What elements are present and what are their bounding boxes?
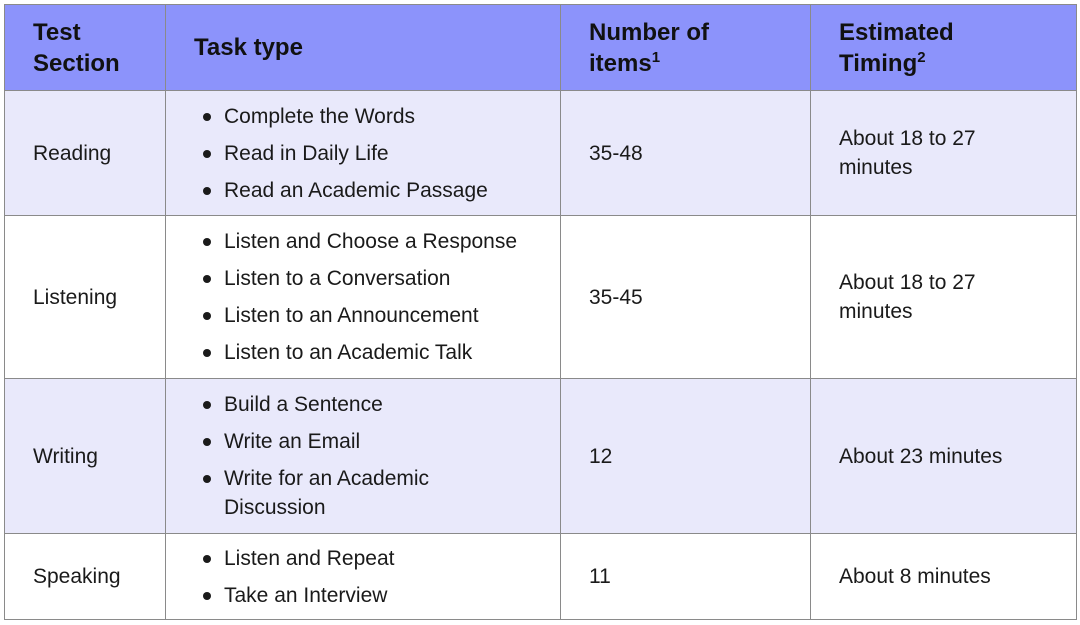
header-number-of-items-label: Number of items: [589, 18, 709, 77]
header-test-section-label: Test Section: [33, 18, 120, 77]
cell-tasks: [166, 534, 561, 620]
task-item: Listen to an Announcement: [194, 301, 550, 330]
task-list: [194, 390, 464, 522]
task-item: Write for an Academic Discussion: [194, 464, 464, 522]
header-task-type: [166, 5, 561, 91]
footnote-marker-2: 2: [917, 48, 926, 66]
cell-items: 35-48: [561, 91, 811, 216]
task-item: Complete the Words: [194, 102, 550, 131]
cell-timing: [811, 379, 1077, 534]
task-item: Build a Sentence: [194, 390, 464, 419]
task-item: Listen and Choose a Response: [194, 227, 550, 256]
table-row-speaking: [5, 534, 1077, 620]
task-item: Listen to an Academic Talk: [194, 338, 550, 367]
cell-section: Reading: [5, 91, 166, 216]
cell-section: Writing: [5, 379, 166, 534]
cell-items: 12: [561, 379, 811, 534]
header-test-section: [5, 5, 166, 91]
task-item: Write an Email: [194, 427, 464, 456]
header-task-type-label: Task type: [194, 34, 303, 61]
cell-timing: [811, 534, 1077, 620]
table-row-listening: [5, 216, 1077, 379]
header-number-of-items: [561, 5, 811, 91]
task-item: Take an Interview: [194, 581, 550, 610]
table-row-reading: [5, 91, 1077, 216]
timing-text: About 23 minutes: [839, 444, 1003, 468]
task-list: [194, 102, 550, 205]
header-estimated-timing-label: Estimated Timing: [839, 18, 954, 77]
task-list: [194, 544, 550, 610]
cell-items: 11: [561, 534, 811, 620]
footnote-marker-1: 1: [651, 48, 661, 66]
task-item: Read in Daily Life: [194, 139, 550, 168]
cell-tasks: [166, 91, 561, 216]
header-row: [5, 5, 1077, 91]
header-estimated-timing: [811, 5, 1077, 91]
task-item: Read an Academic Passage: [194, 176, 550, 205]
task-list: [194, 227, 550, 367]
test-structure-table-wrapper: [4, 4, 1076, 621]
table-row-writing: [5, 379, 1077, 534]
cell-items: 35-45: [561, 216, 811, 379]
cell-section: Listening: [5, 216, 166, 379]
task-item: Listen to a Conversation: [194, 264, 550, 293]
cell-tasks: [166, 379, 561, 534]
cell-tasks: [166, 216, 561, 379]
task-item: Listen and Repeat: [194, 544, 550, 573]
cell-timing: [811, 91, 1077, 216]
cell-timing: [811, 216, 1077, 379]
timing-text: About 8 minutes: [839, 565, 991, 588]
timing-text: About 18 to 27 minutes: [839, 127, 976, 179]
test-structure-table: [4, 4, 1077, 620]
timing-text: About 18 to 27 minutes: [839, 271, 976, 323]
cell-section: Speaking: [5, 534, 166, 620]
